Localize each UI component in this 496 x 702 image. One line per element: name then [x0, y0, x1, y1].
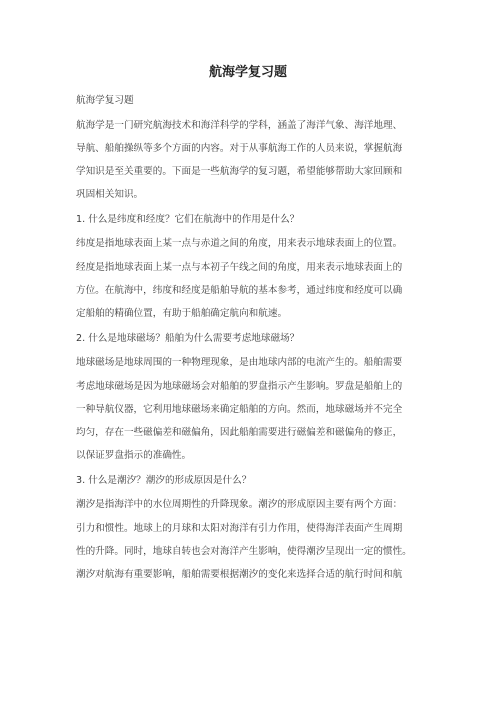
body-line: 经度是指地球表面上某一点与本初子午线之间的角度，用来表示地球表面上的 [76, 262, 403, 273]
body-line: 导航、船舶操纵等多个方面的内容。对于从事航海工作的人员来说，掌握航海 [76, 143, 403, 154]
body-line: 纬度是指地球表面上某一点与赤道之间的角度，用来表示地球表面上的位置。 [76, 238, 403, 249]
body-line: 巩固相关知识。 [76, 189, 144, 200]
body-line: 均匀，存在一些磁偏差和磁偏角，因此船舶需要进行磁偏差和磁偏角的修正， [76, 427, 403, 438]
question-heading: 3. 什么是潮汐？潮汐的形成原因是什么？ [76, 475, 252, 486]
body-line: 地球磁场是地球周围的一种物理现象，是由地球内部的电流产生的。船舶需要 [76, 357, 403, 368]
question-heading: 1. 什么是纬度和经度？它们在航海中的作用是什么？ [76, 214, 300, 225]
body-line: 学知识是至关重要的。下面是一些航海学的复习题，希望能够帮助大家回顾和 [76, 166, 403, 177]
body-line: 以保证罗盘指示的准确性。 [76, 450, 192, 461]
document-title: 航海学复习题 [208, 65, 287, 80]
body-line: 方位。在航海中，纬度和经度是船舶导航的基本参考，通过纬度和经度可以确 [76, 285, 403, 296]
body-line: 航海学复习题 [76, 95, 134, 106]
body-line: 性的升降。同时，地球自转也会对海洋产生影响，使得潮汐呈现出一定的惯性。 [76, 546, 412, 557]
body-line: 潮汐对航海有重要影响，船舶需要根据潮汐的变化来选择合适的航行时间和航 [76, 569, 403, 580]
body-line: 考虑地球磁场是因为地球磁场会对船舶的罗盘指示产生影响。罗盘是船舶上的 [76, 381, 403, 392]
body-line: 潮汐是指海洋中的水位周期性的升降现象。潮汐的形成原因主要有两个方面： [76, 499, 403, 510]
body-line: 引力和惯性。地球上的月球和太阳对海洋有引力作用，使得海洋表面产生周期 [76, 523, 403, 534]
body-line: 航海学是一门研究航海技术和海洋科学的学科，涵盖了海洋气象、海洋地理、 [76, 120, 403, 131]
body-line: 定船舶的精确位置，有助于船舶确定航向和航速。 [76, 308, 288, 319]
question-heading: 2. 什么是地球磁场？船舶为什么需要考虑地球磁场？ [76, 333, 300, 344]
body-line: 一种导航仪器，它利用地球磁场来确定船舶的方向。然而，地球磁场并不完全 [76, 404, 403, 415]
